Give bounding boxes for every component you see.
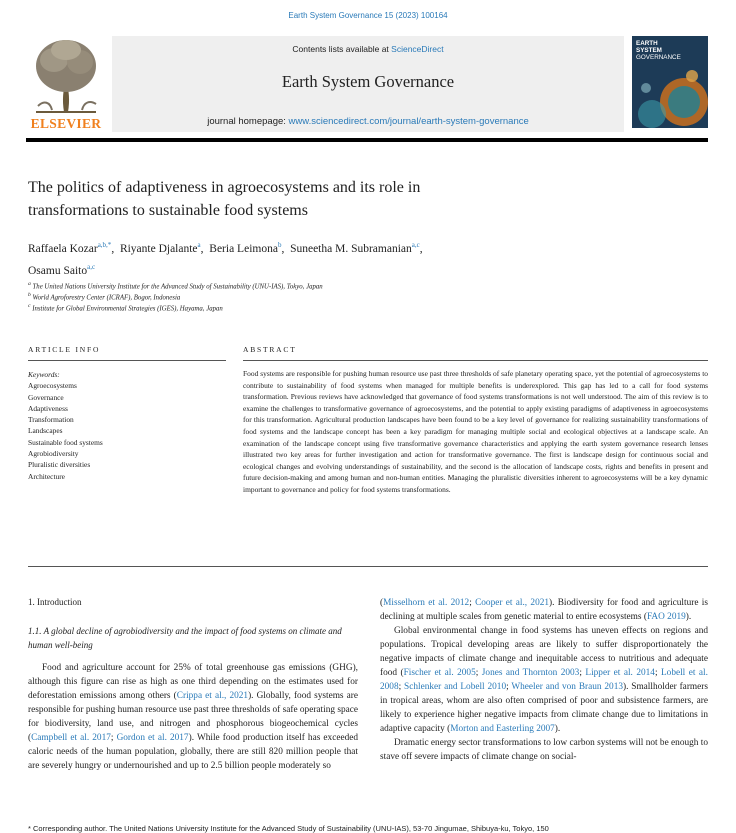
text-run: Global environmental change in food systems has uneven effects on regions and populations. Tropical developing areas are likely to suffer disproportionately the negative impacts of climate change and inequitable access to nutritious and adequate food ( <box>380 626 708 678</box>
affiliation <box>28 281 323 290</box>
citation-link[interactable]: Gordon et al. 2017 <box>116 733 189 743</box>
homepage-line <box>112 116 624 127</box>
body-right-column <box>380 596 708 764</box>
corresponding-author-footnote: * Corresponding author. The United Nations University Institute for the Advanced Study of Sustainability (UNU-IAS), 53-70 Jingumae, Shibuya-ku, Tokyo, 150 <box>28 824 549 833</box>
keyword: Landscapes <box>28 426 63 436</box>
citation-link[interactable]: Cooper et al., 2021 <box>475 598 550 608</box>
text-run: ). Biodiversity for food and agriculture is declining at multiple scales from genetic material to entire ecosystems ( <box>380 598 708 622</box>
journal-homepage-link[interactable]: www.sciencedirect.com/journal/earth-system-governance <box>288 116 529 127</box>
affiliation-text: The United Nations University Institute for the Advanced Study of Sustainability (UNU-IAS), Tokyo, Japan <box>32 283 323 291</box>
body-paragraph <box>380 596 708 624</box>
text-run: ; <box>398 682 405 692</box>
citation-link[interactable]: Campbell et al. 2017 <box>31 733 111 743</box>
citation-link[interactable]: Morton and Easterling 2007 <box>450 724 555 734</box>
text-run: ; <box>475 668 482 678</box>
text-run: ). Smallholder farmers in tropical areas, whom are also often comprised of poor and subsistence farmers, are likely to experience higher negative impacts from climate change due to limitations in adaptive capacity ( <box>380 682 708 734</box>
text-run: ). <box>554 724 561 734</box>
body-paragraph <box>28 661 358 773</box>
keyword: Agrobiodiversity <box>28 449 79 459</box>
article-title-line: transformations to sustainable food systems <box>28 202 308 219</box>
author-list: Raffaela Kozar$^{a,b,*}$, Riyante Djalante$^a$, Beria Leimona$^b$, Suneetha M. Subramanian$^{a,c}$, Osamu Saito$^{a,c}$ <box>28 241 423 277</box>
article-info-heading: ARTICLE INFO <box>28 345 101 354</box>
author-affiliation-mark[interactable]: b <box>277 241 282 249</box>
author-name[interactable]: Suneetha M. Subramanian <box>290 242 412 255</box>
author-name[interactable]: Riyante Djalante <box>119 242 198 255</box>
divider <box>243 360 708 361</box>
keywords-list <box>28 369 226 482</box>
cover-title-line: EARTH <box>636 40 658 47</box>
citation-link[interactable]: Jones and Thornton 2003 <box>481 668 580 678</box>
citation-link[interactable]: Crippa et al., 2021 <box>176 691 249 701</box>
text-run: ; <box>654 668 661 678</box>
contents-line <box>112 44 624 54</box>
contents-prefix: Contents lists available at <box>292 44 392 54</box>
affiliation <box>28 303 223 312</box>
affiliation-mark: b <box>28 292 31 298</box>
citation-link[interactable]: Schlenker and Lobell 2010 <box>404 682 507 692</box>
citation-link[interactable]: Wheeler and von Braun 2013 <box>511 682 623 692</box>
journal-reference-link[interactable]: Earth System Governance 15 (2023) 100164 <box>288 11 448 20</box>
author-affiliation-mark[interactable]: a,b,* <box>97 241 112 249</box>
sciencedirect-link[interactable]: ScienceDirect <box>391 44 444 54</box>
article-title <box>28 176 588 222</box>
divider <box>28 566 708 567</box>
cover-artwork-icon <box>632 36 708 128</box>
keyword: Governance <box>28 392 64 402</box>
cover-title-line: SYSTEM <box>636 47 662 54</box>
author-name[interactable]: Beria Leimona <box>209 242 278 255</box>
affiliation-text: Institute for Global Environmental Strategies (IGES), Hayama, Japan <box>32 305 223 313</box>
citation-link[interactable]: Fischer et al. 2005 <box>403 668 476 678</box>
citation-link[interactable]: Lipper et al. 2014 <box>585 668 655 678</box>
author-affiliation-mark[interactable]: a,c <box>411 241 420 249</box>
keywords-label: Keywords: <box>28 370 60 379</box>
affiliation-mark: c <box>28 303 31 309</box>
text-run: ( <box>380 598 384 608</box>
abstract-text: Food systems are responsible for pushing human resource use past three thresholds of safe planetary operating space, yet the potential of agroecosystems to contribute to sustainability of food systems when managed for multiple benefits is underexplored. This gap has led to a call for food systems transformation. Previous reviews have acknowledged that governance of food systems transformations is not well understood. The aim of this review is to examine the challenges to transformative governance of agroecosystems, and the potential to apply existing paradigms of adaptiveness in agroecosystems for this transformation. Agricultural production landscapes have been found to be a key level of governance for realizing sustainability transformations of food systems and the landscape concept has been a key paradigm for managing multiple social and ecological objectives at a landscape scale. An examination of the landscape concept using five transformative governance characteristics and applying the earth system governance research lenses illustrated two key areas for further investigation and action for transformative governance. The first is landscape design for continuous social and ecological changes and evolving understandings of sustainability, and the second is the allocation of landscape costs, rights and benefits in present and future decision-making and among human and non-human entities. Managing the pluralistic diversities inherent to agroecosystems will be a key dynamic important to governance and policy for food systems transformations. <box>243 369 708 494</box>
section-heading: 1. Introduction <box>28 597 82 607</box>
header-rule <box>26 138 708 142</box>
keyword: Adaptiveness <box>28 403 68 413</box>
text-run: ). <box>685 612 692 622</box>
journal-cover-thumbnail[interactable] <box>632 36 708 128</box>
body-left-column <box>28 661 358 773</box>
citation-link[interactable]: Lobell et al. 2008 <box>380 668 708 692</box>
keyword: Sustainable food systems <box>28 437 103 447</box>
affiliation-mark: a <box>28 281 31 287</box>
text-run: ; <box>506 682 512 692</box>
text-run: ). While food production itself has exceeded caloric needs of the human population, globally, there are still 820 million people that are severely hungry or undernourished and up to 2.5 billion people moderately so <box>28 733 358 771</box>
author-affiliation-mark[interactable]: a <box>197 241 201 249</box>
affiliation <box>28 292 180 301</box>
abstract-heading: ABSTRACT <box>243 345 297 354</box>
text-run: ). Globally, food systems are responsible for pushing human resource use past three thresholds of safe operating space for biodiversity, land use, and nitrogen and phosphorous biogeochemical cycles ( <box>28 691 359 743</box>
body-paragraph <box>380 624 708 736</box>
keyword: Agroecosystems <box>28 381 77 391</box>
citation-link[interactable]: FAO 2019 <box>646 612 686 622</box>
citation-link[interactable]: Misselhorn et al. 2012 <box>383 598 470 608</box>
journal-title: Earth System Governance <box>281 72 455 91</box>
author-name[interactable]: Osamu Saito <box>28 264 88 277</box>
text-run: Food and agriculture account for 25% of total greenhouse gas emissions (GHG), although this figure can rise as high as one third depending on the estimates used for deforestation emissions among others ( <box>28 663 358 701</box>
affiliation-text: World Agroforestry Center (ICRAF), Bogor, Indonesia <box>32 294 181 302</box>
author-affiliation-mark[interactable]: a,c <box>87 262 96 271</box>
homepage-prefix: journal homepage: <box>207 116 289 127</box>
body-paragraph <box>380 736 708 764</box>
text-run: ; <box>110 733 117 743</box>
elsevier-wordmark: ELSEVIER <box>30 116 102 131</box>
subsection-heading: 1.1. A global decline of agrobiodiversity and the impact of food systems on climate and human well-being <box>28 626 342 650</box>
divider <box>28 360 226 361</box>
keyword: Pluralistic diversities <box>28 460 91 470</box>
cover-title-line: GOVERNANCE <box>636 54 681 61</box>
keyword: Transformation <box>28 415 74 425</box>
keyword: Architecture <box>28 471 65 481</box>
article-title-line: The politics of adaptiveness in agroecosystems and its role in <box>28 179 421 196</box>
text-run: Dramatic energy sector transformations to low carbon systems will not be enough to stave off severe impacts of climate change on social- <box>380 738 708 762</box>
text-run: ; <box>469 598 476 608</box>
text-run: ; <box>579 668 586 678</box>
author-name[interactable]: Raffaela Kozar <box>28 242 98 255</box>
